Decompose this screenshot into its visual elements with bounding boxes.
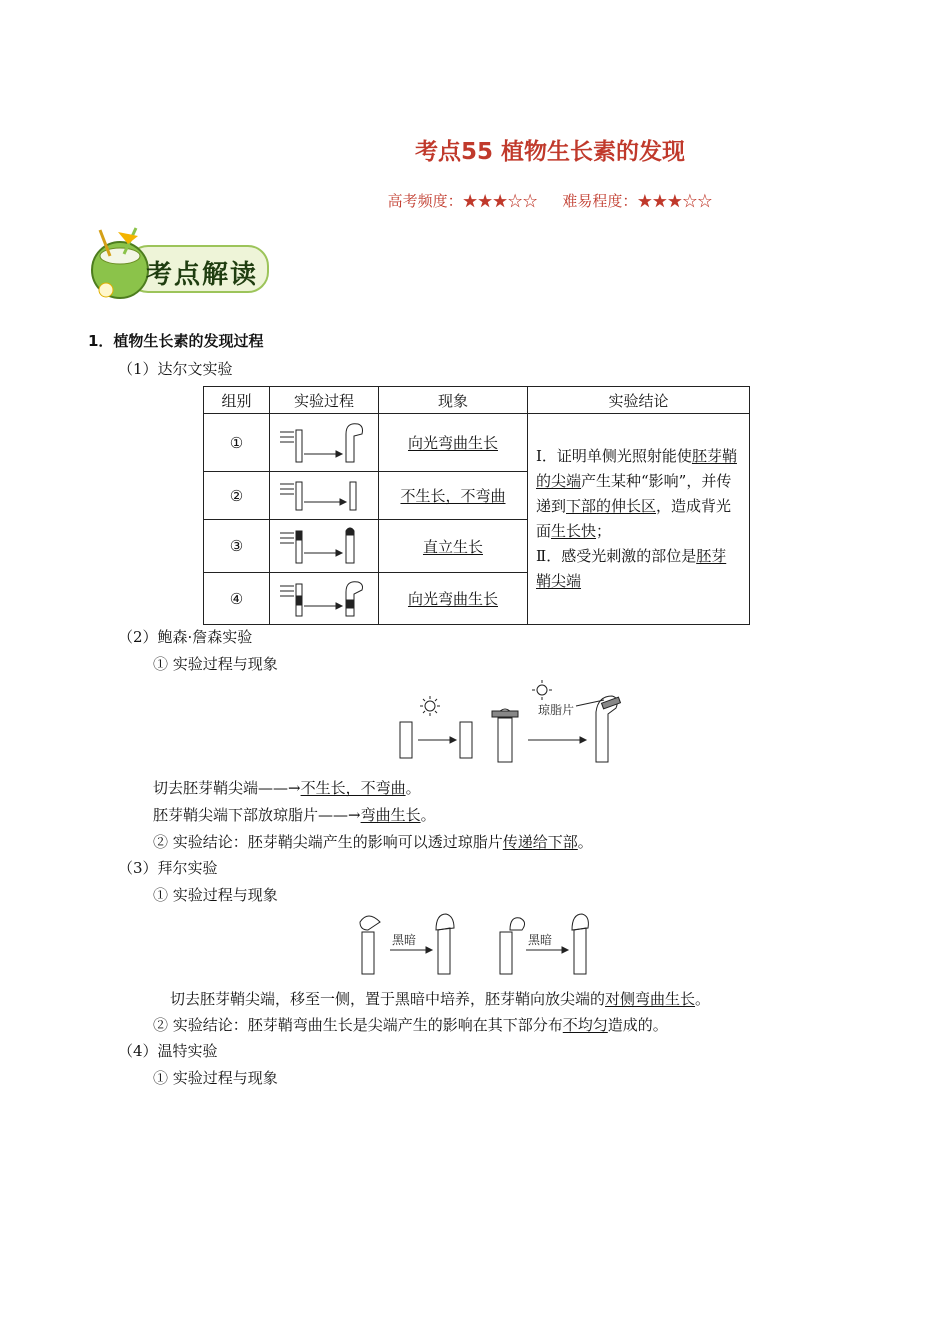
paal-label: （3）拜尔实验 [118,859,218,877]
group-cell: ③ [204,520,270,573]
process-figure [270,414,379,472]
group-cell: ④ [204,573,270,625]
group-cell: ② [204,472,270,520]
dark-label-2: 黑暗 [528,933,553,947]
paal-figure [350,908,600,980]
page-title: 考点55 植物生长素的发现 [414,139,685,165]
boysen-sub1: ① 实验过程与现象 [153,655,278,673]
coleoptile-cut-tip-icon [274,474,374,514]
process-figure [270,573,379,625]
boysen-line2: 胚芽鞘尖端下部放琼脂片——→弯曲生长。 [153,806,436,824]
boysen-label: （2）鲍森·詹森实验 [118,628,253,646]
group-cell: ① [204,414,270,472]
boysen-line3: ② 实验结论：胚芽鞘尖端产生的影响可以透过琼脂片传递给下部。 [153,833,593,851]
table-row [204,414,750,472]
boysen-figure [380,678,640,768]
agar-label: 琼脂片 [538,703,575,717]
badge-text: 考点解读 [146,260,259,290]
darwin-label: （1）达尔文实验 [118,360,233,378]
result-cell: 向光弯曲生长 [379,573,528,625]
difficulty-rating: 难易程度：★★★☆☆ [562,192,713,210]
rating-line [0,190,950,211]
paal-sub1: ① 实验过程与现象 [153,886,278,904]
frequency-rating: 高考频度：★★★☆☆ [387,192,538,210]
darwin-table [203,386,750,625]
table-header-cell: 组别 [204,387,270,414]
result-cell: 直立生长 [379,520,528,573]
conclusion-cell: Ⅰ．证明单侧光照射能使胚芽鞘的尖端产生某种“影响”，并传递到下部的伸长区，造成背光面生长快； Ⅱ．感受光刺激的部位是胚芽鞘尖端 [528,414,750,625]
section-badge [88,226,273,302]
process-figure [270,472,379,520]
section-heading: 1．植物生长素的发现过程 [88,332,264,350]
sun-icon [532,680,552,700]
paal-line2: ② 实验结论：胚芽鞘弯曲生长是尖端产生的影响在其下部分布不均匀造成的。 [153,1016,668,1034]
coleoptile-covered-tip-icon [274,521,374,567]
dark-label-1: 黑暗 [392,933,417,947]
result-cell: 不生长，不弯曲 [379,472,528,520]
went-sub1: ① 实验过程与现象 [153,1069,278,1087]
process-figure [270,520,379,573]
coleoptile-covered-base-icon [274,574,374,620]
table-header-row [204,387,750,414]
sun-icon [420,696,440,716]
table-header-cell: 现象 [379,387,528,414]
went-label: （4）温特实验 [118,1042,218,1060]
paal-line1: 切去胚芽鞘尖端，移至一侧，置于黑暗中培养，胚芽鞘向放尖端的对侧弯曲生长。 [170,990,711,1008]
result-cell: 向光弯曲生长 [379,414,528,472]
table-header-cell: 实验结论 [528,387,750,414]
boysen-line1: 切去胚芽鞘尖端——→不生长，不弯曲。 [153,779,421,797]
table-header-cell: 实验过程 [270,387,379,414]
coleoptile-light-bend-icon [274,416,374,466]
